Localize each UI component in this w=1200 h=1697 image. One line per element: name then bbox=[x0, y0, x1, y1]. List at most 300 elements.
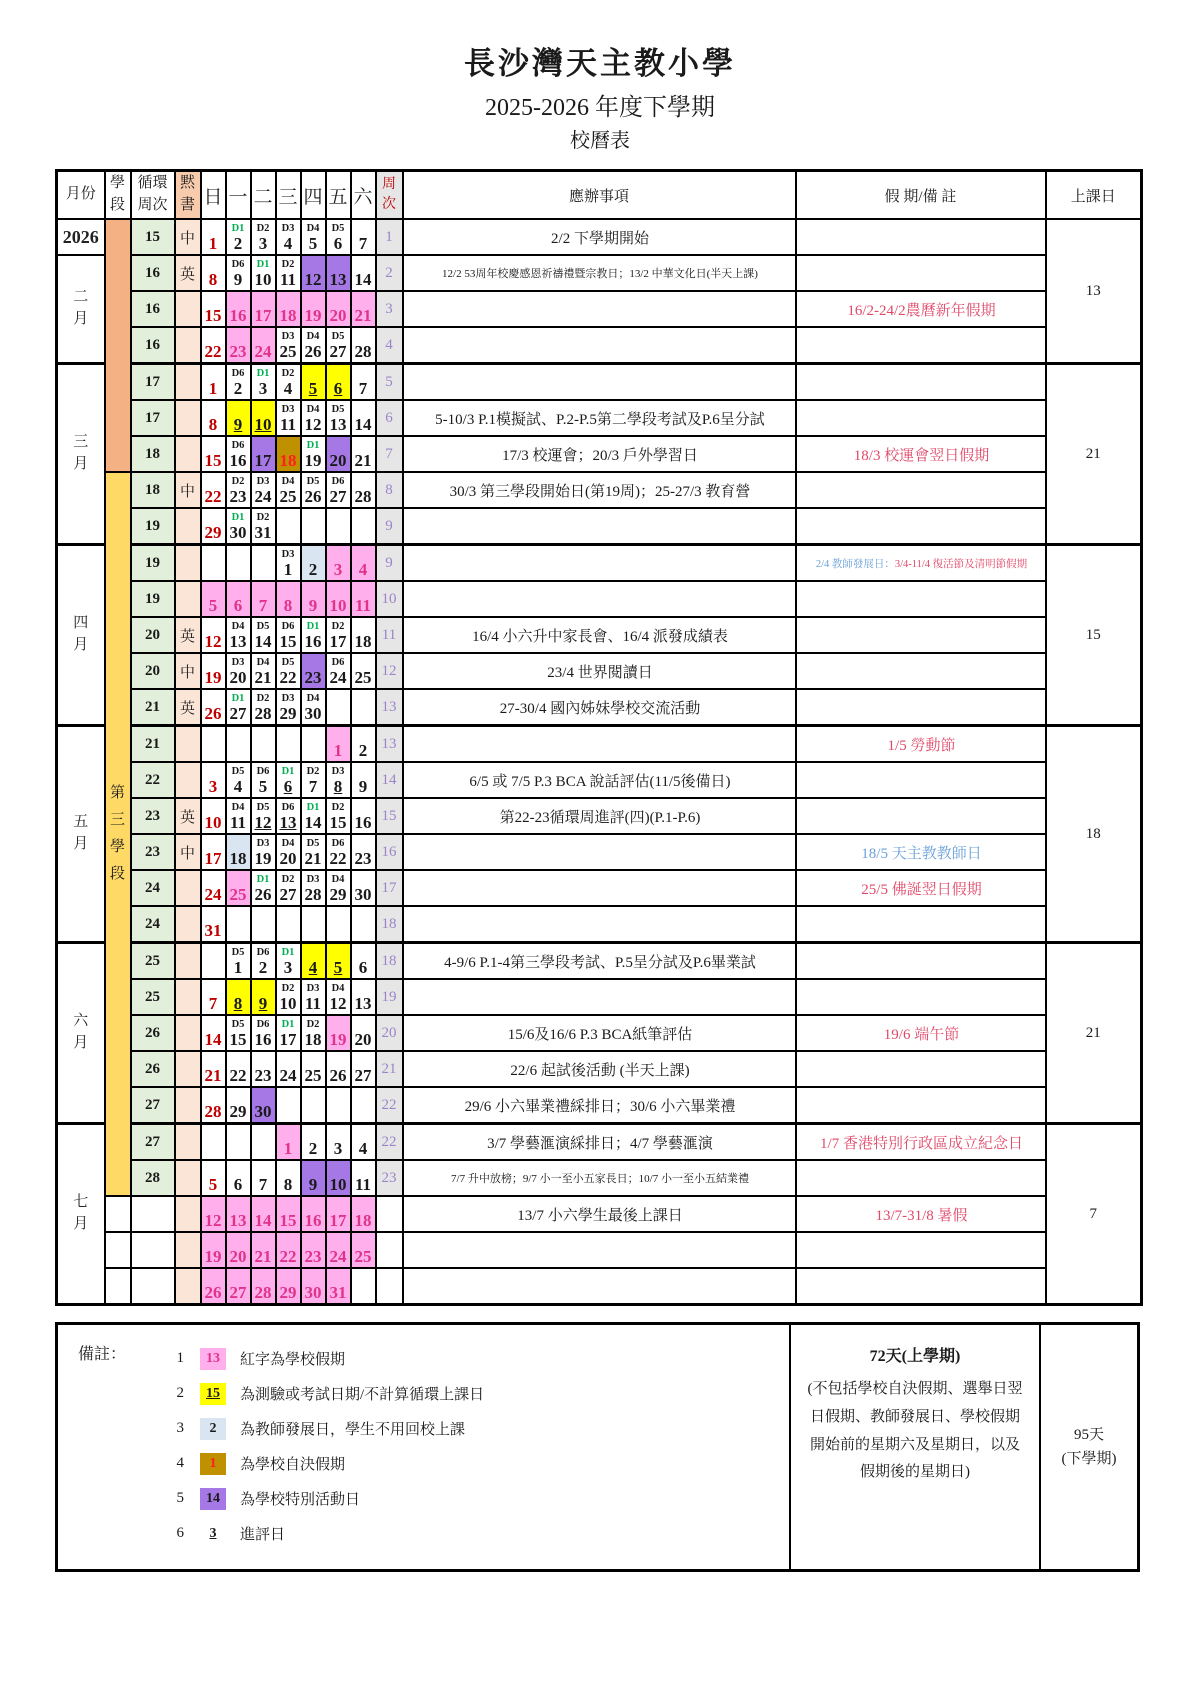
calendar-row bbox=[57, 545, 1142, 582]
dictation-cell bbox=[175, 364, 201, 401]
day-cell: 31 bbox=[326, 1268, 351, 1305]
day-cell bbox=[251, 1124, 276, 1161]
day-cell: D4 25 bbox=[276, 472, 301, 508]
week-number-cell: 9 bbox=[376, 508, 403, 545]
header-row bbox=[57, 171, 1142, 220]
day-cell: 16 bbox=[226, 291, 251, 327]
day-cell: 19 bbox=[201, 653, 226, 689]
cycle-week-cell: 19 bbox=[131, 508, 175, 545]
day-cell: 9 bbox=[226, 400, 251, 436]
day-cell: D5 22 bbox=[276, 653, 301, 689]
day-cell: D6 2 bbox=[226, 364, 251, 401]
day-cell: 21 bbox=[201, 1051, 226, 1087]
legend-color-swatch: 1 bbox=[200, 1453, 226, 1475]
week-number-cell: 21 bbox=[376, 1051, 403, 1087]
day-cell: 8 bbox=[276, 581, 301, 617]
dictation-cell bbox=[175, 1015, 201, 1051]
stage-cell bbox=[105, 1268, 131, 1305]
day-cell: 30 bbox=[301, 1268, 326, 1305]
header-dictation: 黙書 bbox=[175, 171, 201, 220]
header-week-number: 周次 bbox=[376, 171, 403, 220]
calendar-row bbox=[57, 1051, 1142, 1087]
dictation-cell: 英 bbox=[175, 689, 201, 726]
cycle-week-cell: 24 bbox=[131, 870, 175, 906]
day-cell: D3 28 bbox=[301, 870, 326, 906]
cycle-week-cell: 20 bbox=[131, 617, 175, 653]
header-events: 應辦事項 bbox=[403, 171, 796, 220]
header-day-thu: 四 bbox=[301, 171, 326, 220]
events-cell: 16/4 小六升中家長會、16/4 派發成績表 bbox=[403, 617, 796, 653]
remarks-cell: 16/2-24/2農曆新年假期 bbox=[796, 291, 1046, 327]
day-cell: 20 bbox=[326, 291, 351, 327]
day-cell: 24 bbox=[326, 1232, 351, 1268]
cycle-week-cell: 16 bbox=[131, 327, 175, 364]
day-cell: D1 2 bbox=[226, 219, 251, 255]
cycle-week-cell: 27 bbox=[131, 1124, 175, 1161]
dictation-cell: 英 bbox=[175, 617, 201, 653]
day-cell: 21 bbox=[251, 1232, 276, 1268]
day-cell: D2 10 bbox=[276, 979, 301, 1015]
day-cell: D5 4 bbox=[226, 762, 251, 798]
day-cell bbox=[201, 1124, 226, 1161]
events-cell: 30/3 第三學段開始日(第19周)；25-27/3 教育營 bbox=[403, 472, 796, 508]
day-cell: 25 bbox=[301, 1051, 326, 1087]
day-cell: 10 bbox=[201, 798, 226, 834]
dictation-cell bbox=[175, 762, 201, 798]
day-cell: D4 30 bbox=[301, 689, 326, 726]
day-cell: D3 1 bbox=[276, 545, 301, 582]
dictation-cell bbox=[175, 436, 201, 472]
legend-item-number: 6 bbox=[176, 1525, 184, 1541]
remarks-cell: 1/7 香港特別行政區成立紀念日 bbox=[796, 1124, 1046, 1161]
dictation-cell bbox=[175, 1051, 201, 1087]
day-cell bbox=[201, 943, 226, 980]
cycle-week-cell: 25 bbox=[131, 979, 175, 1015]
remarks-cell bbox=[796, 1232, 1046, 1268]
day-cell: D5 14 bbox=[251, 617, 276, 653]
legend-item-text: 為學校特別活動日 bbox=[240, 1492, 361, 1508]
day-cell: 21 bbox=[351, 436, 376, 472]
day-cell: D2 31 bbox=[251, 508, 276, 545]
cycle-week-cell bbox=[131, 1232, 175, 1268]
day-cell: D6 24 bbox=[326, 653, 351, 689]
day-cell: D1 3 bbox=[251, 364, 276, 401]
header-day-sun: 日 bbox=[201, 171, 226, 220]
remarks-cell bbox=[796, 943, 1046, 980]
day-cell: 20 bbox=[351, 1015, 376, 1051]
day-cell: 19 bbox=[201, 1232, 226, 1268]
remarks-cell bbox=[796, 472, 1046, 508]
day-cell: 28 bbox=[251, 1268, 276, 1305]
day-cell: 11 bbox=[351, 1160, 376, 1196]
day-cell: 8 bbox=[201, 255, 226, 291]
cycle-week-cell: 18 bbox=[131, 472, 175, 508]
events-cell: 27-30/4 國內姊妹學校交流活動 bbox=[403, 689, 796, 726]
day-cell: 6 bbox=[226, 1160, 251, 1196]
cycle-week-cell: 24 bbox=[131, 906, 175, 943]
day-cell: 23 bbox=[301, 1232, 326, 1268]
week-number-cell: 3 bbox=[376, 291, 403, 327]
day-cell: D3 4 bbox=[276, 219, 301, 255]
day-cell: D5 21 bbox=[301, 834, 326, 870]
week-number-cell: 13 bbox=[376, 726, 403, 763]
month-cell: 七月 bbox=[57, 1124, 105, 1305]
day-cell bbox=[201, 545, 226, 582]
day-cell: D6 5 bbox=[251, 762, 276, 798]
day-cell: D5 26 bbox=[301, 472, 326, 508]
day-cell bbox=[276, 508, 301, 545]
day-cell: D1 30 bbox=[226, 508, 251, 545]
legend-item-text: 紅字為學校假期 bbox=[240, 1352, 346, 1368]
cycle-week-cell: 21 bbox=[131, 726, 175, 763]
day-cell: 29 bbox=[201, 508, 226, 545]
day-cell: 27 bbox=[351, 1051, 376, 1087]
events-cell bbox=[403, 979, 796, 1015]
remarks-cell: 18/5 天主教教師日 bbox=[796, 834, 1046, 870]
legend-item-text: 為學校自決假期 bbox=[240, 1457, 346, 1473]
week-number-cell: 20 bbox=[376, 1015, 403, 1051]
day-cell: 5 bbox=[326, 943, 351, 980]
day-cell: 8 bbox=[201, 400, 226, 436]
legend-item bbox=[164, 1446, 789, 1481]
day-cell bbox=[351, 906, 376, 943]
header-school-days: 上課日 bbox=[1046, 171, 1142, 220]
calendar-row bbox=[57, 1087, 1142, 1124]
dictation-cell: 英 bbox=[175, 255, 201, 291]
day-cell: 6 bbox=[326, 364, 351, 401]
week-number-cell bbox=[376, 1232, 403, 1268]
header-day-mon: 一 bbox=[226, 171, 251, 220]
calendar-row bbox=[57, 291, 1142, 327]
cycle-week-cell: 21 bbox=[131, 689, 175, 726]
cycle-week-cell: 16 bbox=[131, 291, 175, 327]
day-cell: 16 bbox=[301, 1196, 326, 1232]
day-cell: 12 bbox=[301, 255, 326, 291]
day-cell: D2 11 bbox=[276, 255, 301, 291]
day-cell: 6 bbox=[351, 943, 376, 980]
cycle-week-cell bbox=[131, 1196, 175, 1232]
events-cell bbox=[403, 834, 796, 870]
day-cell: 20 bbox=[226, 1232, 251, 1268]
day-cell: 17 bbox=[201, 834, 226, 870]
day-cell: 28 bbox=[351, 472, 376, 508]
day-cell: 24 bbox=[251, 327, 276, 364]
day-cell: 11 bbox=[351, 581, 376, 617]
legend-color-swatch: 14 bbox=[200, 1488, 226, 1510]
day-cell: 17 bbox=[251, 436, 276, 472]
day-cell bbox=[326, 906, 351, 943]
remarks-cell: 2/4 教師發展日：3/4-11/4 復活節及清明節假期 bbox=[796, 545, 1046, 582]
legend-item bbox=[164, 1516, 789, 1551]
cycle-week-cell: 25 bbox=[131, 943, 175, 980]
cycle-week-cell: 17 bbox=[131, 400, 175, 436]
month-cell: 四月 bbox=[57, 545, 105, 726]
day-cell: 13 bbox=[226, 1196, 251, 1232]
cycle-week-cell: 19 bbox=[131, 581, 175, 617]
day-cell: 7 bbox=[251, 1160, 276, 1196]
dictation-cell bbox=[175, 906, 201, 943]
events-cell bbox=[403, 581, 796, 617]
first-term-days: 72天(上學期) bbox=[869, 1348, 961, 1365]
week-number-cell: 2 bbox=[376, 255, 403, 291]
week-number-cell: 23 bbox=[376, 1160, 403, 1196]
day-cell: D3 24 bbox=[251, 472, 276, 508]
day-cell: D2 23 bbox=[226, 472, 251, 508]
day-cell: 24 bbox=[201, 870, 226, 906]
day-cell bbox=[351, 1087, 376, 1124]
legend-item-number: 1 bbox=[176, 1350, 184, 1366]
legend-color-swatch: 15 bbox=[200, 1383, 226, 1405]
events-cell bbox=[403, 364, 796, 401]
month-cell: 五月 bbox=[57, 726, 105, 943]
cycle-week-cell: 26 bbox=[131, 1051, 175, 1087]
day-cell: 17 bbox=[251, 291, 276, 327]
day-cell: 20 bbox=[326, 436, 351, 472]
day-cell: D5 1 bbox=[226, 943, 251, 980]
day-cell: 24 bbox=[276, 1051, 301, 1087]
day-cell: D4 11 bbox=[226, 798, 251, 834]
day-cell: 25 bbox=[226, 870, 251, 906]
day-cell: 26 bbox=[326, 1051, 351, 1087]
day-cell: 7 bbox=[351, 219, 376, 255]
remarks-cell: 18/3 校運會翌日假期 bbox=[796, 436, 1046, 472]
remarks-cell bbox=[796, 906, 1046, 943]
calendar-row bbox=[57, 1015, 1142, 1051]
dictation-cell bbox=[175, 327, 201, 364]
dictation-cell: 中 bbox=[175, 834, 201, 870]
week-number-cell: 7 bbox=[376, 436, 403, 472]
day-cell: 26 bbox=[201, 689, 226, 726]
calendar-row bbox=[57, 1232, 1142, 1268]
week-number-cell: 13 bbox=[376, 689, 403, 726]
calendar-row bbox=[57, 1268, 1142, 1305]
cycle-week-cell: 20 bbox=[131, 653, 175, 689]
events-cell bbox=[403, 1268, 796, 1305]
day-cell: D5 13 bbox=[326, 400, 351, 436]
dictation-cell bbox=[175, 1232, 201, 1268]
day-cell: D1 10 bbox=[251, 255, 276, 291]
cycle-week-cell: 18 bbox=[131, 436, 175, 472]
dictation-cell bbox=[175, 508, 201, 545]
school-name: 長沙灣天主教小學 bbox=[464, 46, 736, 81]
day-cell: D4 12 bbox=[301, 400, 326, 436]
day-cell: 14 bbox=[351, 400, 376, 436]
day-cell bbox=[351, 689, 376, 726]
events-cell: 3/7 學藝滙演綵排日；4/7 學藝滙演 bbox=[403, 1124, 796, 1161]
calendar-row bbox=[57, 436, 1142, 472]
remarks-cell bbox=[796, 255, 1046, 291]
events-cell bbox=[403, 508, 796, 545]
day-cell: 30 bbox=[251, 1087, 276, 1124]
legend-item bbox=[164, 1341, 789, 1376]
day-cell: D4 5 bbox=[301, 219, 326, 255]
day-cell bbox=[351, 1268, 376, 1305]
remarks-cell bbox=[796, 1087, 1046, 1124]
remarks-cell bbox=[796, 1051, 1046, 1087]
week-number-cell: 16 bbox=[376, 834, 403, 870]
day-cell: 23 bbox=[251, 1051, 276, 1087]
day-cell: D3 25 bbox=[276, 327, 301, 364]
day-cell: D6 9 bbox=[226, 255, 251, 291]
day-cell: 4 bbox=[351, 545, 376, 582]
dictation-cell bbox=[175, 726, 201, 763]
day-cell: 13 bbox=[326, 255, 351, 291]
dictation-cell bbox=[175, 1160, 201, 1196]
legend-item-text: 為測驗或考試日期/不計算循環上課日 bbox=[240, 1387, 485, 1403]
term-title: 2025-2026 年度下學期 bbox=[485, 95, 715, 121]
day-cell: 22 bbox=[226, 1051, 251, 1087]
events-cell bbox=[403, 1232, 796, 1268]
stage-cell bbox=[105, 1196, 131, 1232]
week-number-cell bbox=[376, 1268, 403, 1305]
remarks-cell: 1/5 勞動節 bbox=[796, 726, 1046, 763]
day-cell: D1 3 bbox=[276, 943, 301, 980]
school-calendar-table bbox=[55, 169, 1143, 1306]
legend-item-number: 5 bbox=[176, 1490, 184, 1506]
day-cell: D4 13 bbox=[226, 617, 251, 653]
cycle-week-cell: 16 bbox=[131, 255, 175, 291]
header-stage: 學段 bbox=[105, 171, 131, 220]
header-day-wed: 三 bbox=[276, 171, 301, 220]
day-cell: 2 bbox=[351, 726, 376, 763]
day-cell: 10 bbox=[326, 581, 351, 617]
day-cell bbox=[226, 906, 251, 943]
header-cycle: 循環周次 bbox=[131, 171, 175, 220]
cycle-week-cell: 26 bbox=[131, 1015, 175, 1051]
remarks-cell bbox=[796, 689, 1046, 726]
calendar-row bbox=[57, 653, 1142, 689]
remarks-cell: 19/6 端午節 bbox=[796, 1015, 1046, 1051]
day-cell: 22 bbox=[201, 327, 226, 364]
dictation-cell bbox=[175, 581, 201, 617]
day-cell: 15 bbox=[201, 436, 226, 472]
dictation-cell bbox=[175, 291, 201, 327]
day-cell: D3 29 bbox=[276, 689, 301, 726]
day-cell bbox=[226, 545, 251, 582]
day-cell: D5 6 bbox=[326, 219, 351, 255]
week-number-cell: 14 bbox=[376, 762, 403, 798]
day-cell: 21 bbox=[351, 291, 376, 327]
dictation-cell bbox=[175, 870, 201, 906]
calendar-row bbox=[57, 1160, 1142, 1196]
day-cell: 1 bbox=[201, 219, 226, 255]
day-cell: D3 11 bbox=[301, 979, 326, 1015]
day-cell: 22 bbox=[201, 472, 226, 508]
calendar-row bbox=[57, 617, 1142, 653]
day-cell bbox=[301, 508, 326, 545]
cycle-week-cell bbox=[131, 1268, 175, 1305]
day-cell bbox=[201, 726, 226, 763]
school-days-cell: 21 bbox=[1046, 943, 1142, 1124]
legend-item-number: 4 bbox=[176, 1455, 184, 1471]
day-cell: D3 20 bbox=[226, 653, 251, 689]
day-cell: 5 bbox=[301, 364, 326, 401]
day-cell: 14 bbox=[201, 1015, 226, 1051]
day-cell: 9 bbox=[301, 1160, 326, 1196]
day-cell: 12 bbox=[201, 617, 226, 653]
legend-item-number: 2 bbox=[176, 1385, 184, 1401]
day-cell: D2 28 bbox=[251, 689, 276, 726]
week-number-cell: 1 bbox=[376, 219, 403, 255]
day-cell: 23 bbox=[301, 653, 326, 689]
day-cell: 19 bbox=[326, 1015, 351, 1051]
remarks-cell bbox=[796, 508, 1046, 545]
day-cell: 28 bbox=[351, 327, 376, 364]
events-cell: 17/3 校運會；20/3 戶外學習日 bbox=[403, 436, 796, 472]
day-cell: 13 bbox=[351, 979, 376, 1015]
cycle-week-cell: 19 bbox=[131, 545, 175, 582]
day-cell: D3 19 bbox=[251, 834, 276, 870]
calendar-row bbox=[57, 581, 1142, 617]
day-cell: D6 16 bbox=[251, 1015, 276, 1051]
day-cell: 29 bbox=[226, 1087, 251, 1124]
day-cell: D1 26 bbox=[251, 870, 276, 906]
day-cell: 4 bbox=[301, 943, 326, 980]
calendar-row bbox=[57, 255, 1142, 291]
events-cell: 6/5 或 7/5 P.3 BCA 說話評估(11/5後備日) bbox=[403, 762, 796, 798]
day-cell bbox=[301, 906, 326, 943]
cycle-week-cell: 17 bbox=[131, 364, 175, 401]
remarks-cell bbox=[796, 581, 1046, 617]
school-days-cell: 7 bbox=[1046, 1124, 1142, 1305]
month-cell: 六月 bbox=[57, 943, 105, 1124]
week-number-cell: 12 bbox=[376, 653, 403, 689]
day-cell: D3 11 bbox=[276, 400, 301, 436]
week-number-cell: 22 bbox=[376, 1124, 403, 1161]
day-cell: D2 4 bbox=[276, 364, 301, 401]
day-cell: 3 bbox=[326, 1124, 351, 1161]
cycle-week-cell: 28 bbox=[131, 1160, 175, 1196]
week-number-cell bbox=[376, 1196, 403, 1232]
events-cell: 第22-23循環周進評(四)(P.1-P.6) bbox=[403, 798, 796, 834]
remarks-cell bbox=[796, 762, 1046, 798]
calendar-row bbox=[57, 762, 1142, 798]
calendar-row bbox=[57, 1196, 1142, 1232]
calendar-row bbox=[57, 472, 1142, 508]
month-cell: 二月 bbox=[57, 255, 105, 364]
events-cell: 23/4 世界閱讀日 bbox=[403, 653, 796, 689]
day-cell: D2 15 bbox=[326, 798, 351, 834]
remarks-cell: 13/7-31/8 暑假 bbox=[796, 1196, 1046, 1232]
day-cell bbox=[226, 1124, 251, 1161]
events-cell: 5-10/3 P.1模擬試、P.2-P.5第二學段考試及P.6呈分試 bbox=[403, 400, 796, 436]
calendar-row bbox=[57, 689, 1142, 726]
stage-cell bbox=[105, 219, 131, 472]
events-cell: 15/6及16/6 P.3 BCA紙筆評估 bbox=[403, 1015, 796, 1051]
week-number-cell: 15 bbox=[376, 798, 403, 834]
legend-item-text: 為教師發展日，學生不用回校上課 bbox=[240, 1422, 466, 1438]
calendar-row bbox=[57, 906, 1142, 943]
day-cell: 15 bbox=[276, 1196, 301, 1232]
week-number-cell: 22 bbox=[376, 1087, 403, 1124]
calendar-row bbox=[57, 870, 1142, 906]
second-term-days-cell bbox=[1041, 1325, 1137, 1569]
day-cell: 5 bbox=[201, 1160, 226, 1196]
day-cell: 18 bbox=[226, 834, 251, 870]
day-cell: 19 bbox=[301, 291, 326, 327]
day-cell: D6 16 bbox=[226, 436, 251, 472]
day-cell: 8 bbox=[226, 979, 251, 1015]
dictation-cell: 中 bbox=[175, 653, 201, 689]
week-number-cell: 18 bbox=[376, 943, 403, 980]
day-cell: 9 bbox=[301, 581, 326, 617]
calendar-row bbox=[57, 364, 1142, 401]
events-cell: 2/2 下學期開始 bbox=[403, 219, 796, 255]
day-cell: D2 3 bbox=[251, 219, 276, 255]
day-cell: 18 bbox=[276, 291, 301, 327]
day-cell: 5 bbox=[201, 581, 226, 617]
header-remarks: 假 期/備 註 bbox=[796, 171, 1046, 220]
